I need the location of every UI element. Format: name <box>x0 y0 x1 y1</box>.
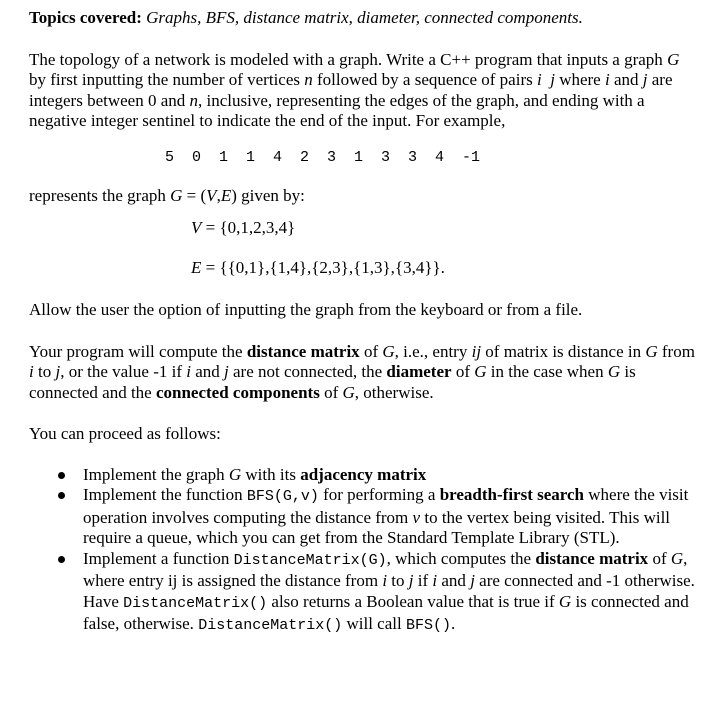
var-G: G <box>342 382 355 402</box>
text: , <box>216 185 221 205</box>
text: for performing a <box>318 485 440 504</box>
text: is connected and false, otherwise. <box>83 591 689 633</box>
var-j: j <box>550 70 555 89</box>
text: to the vertex being visited. This will require a queue, which you can get from the Standard Template Library (STL). <box>83 507 671 547</box>
allow-paragraph: Allow the user the option of inputting the graph from the keyboard or from a file. <box>29 300 583 319</box>
var-G: G <box>667 49 680 69</box>
bold-term: distance matrix <box>246 341 360 361</box>
topics-label: Topics covered: <box>29 8 142 27</box>
text: Your program will compute the <box>29 341 247 361</box>
text: and <box>609 70 643 89</box>
bold-term: matrix <box>599 548 649 568</box>
var-G: G <box>558 591 572 611</box>
bullet-icon <box>58 472 65 479</box>
var-j: j <box>408 571 414 590</box>
example-sequence: 5 0 1 1 4 2 3 1 3 3 4 -1 <box>165 148 481 166</box>
text: ) given by: <box>231 185 305 205</box>
bold-term: distance <box>535 548 595 568</box>
text: Implement a function <box>83 548 234 568</box>
proceed-line: You can proceed as follows: <box>29 424 221 443</box>
bold-term: diameter <box>386 362 452 381</box>
list-item <box>29 465 698 486</box>
text: of matrix is distance in <box>481 341 646 361</box>
var-G: G <box>474 362 487 381</box>
text: where <box>559 70 605 89</box>
text: to <box>33 362 56 381</box>
bullet-icon <box>58 556 65 563</box>
represents-line <box>29 186 698 207</box>
var-i: i <box>382 571 388 590</box>
var-i: i <box>186 362 191 381</box>
var-j: j <box>470 571 475 590</box>
var-i: i <box>29 362 34 381</box>
text: with its <box>241 464 301 484</box>
text: , otherwise. <box>354 382 434 402</box>
text: , or the value -1 if <box>60 362 187 381</box>
var-i: i <box>536 70 542 89</box>
code-span: BFS() <box>405 617 451 634</box>
text: , i.e., entry <box>394 341 472 361</box>
var-G: G <box>170 185 183 205</box>
text: to <box>387 571 409 590</box>
code-span: BFS(G,v) <box>246 488 319 505</box>
vertex-set: = {0,1,2,3,4} <box>201 218 296 237</box>
text: in the case when <box>486 362 608 381</box>
text: represents the graph <box>29 185 171 205</box>
var-V: V <box>206 185 217 205</box>
text: The topology of a network is modeled with a graph. Write a C++ program that inputs a graph <box>29 49 668 69</box>
text: and <box>190 362 225 381</box>
code-span: DistanceMatrix() <box>123 594 268 612</box>
var-j: j <box>642 70 648 89</box>
bullet-icon <box>58 492 65 499</box>
code-span: DistanceMatrix() <box>198 617 343 634</box>
text: also returns a Boolean value that is true if <box>267 591 559 611</box>
var-n: n <box>304 70 313 89</box>
var-G: G <box>607 362 621 381</box>
var-G: G <box>382 341 395 361</box>
edge-set-equation <box>191 258 698 279</box>
var-ij: ij <box>471 341 482 361</box>
text: . <box>450 614 456 633</box>
steps-list <box>29 465 698 637</box>
text: of <box>648 548 671 568</box>
topics-list: Graphs, BFS, distance matrix, diameter, connected components. <box>146 8 583 27</box>
list-item <box>29 485 698 549</box>
var-n: n <box>189 90 198 110</box>
list-item <box>29 549 698 637</box>
var-E: E <box>191 257 202 277</box>
text: by first inputting the number of vertices <box>29 70 305 89</box>
text: , where entry ij is assigned the distance from <box>83 548 688 590</box>
var-V: V <box>191 218 202 237</box>
bold-term: connected components <box>155 382 320 402</box>
edge-set: = {{0,1},{1,4},{2,3},{1,3},{3,4}}. <box>201 257 445 277</box>
var-i: i <box>604 70 610 89</box>
text: , inclusive, representing the edges of the graph, and ending with a negative integer sentinel to indicate the end of the input. For example, <box>29 90 645 130</box>
text: and <box>437 571 471 590</box>
bold-term: adjacency matrix <box>300 464 427 484</box>
var-E: E <box>220 185 232 205</box>
text: Implement the graph <box>83 464 229 484</box>
text: of <box>319 382 343 402</box>
text: where the visit operation involves computing the distance from <box>83 485 689 527</box>
text: if <box>413 571 433 590</box>
vertex-set-equation <box>191 218 698 239</box>
topics-line <box>29 8 698 29</box>
text: = ( <box>182 185 207 205</box>
bold-term: breadth-first search <box>439 485 585 504</box>
text: of <box>359 341 383 361</box>
text: followed by a sequence of pairs <box>312 70 537 89</box>
var-G: G <box>645 341 658 361</box>
text: are integers between 0 and <box>29 70 673 110</box>
text: will call <box>342 614 406 633</box>
text: are connected and -1 otherwise. Have <box>83 571 695 611</box>
var-G: G <box>670 548 684 568</box>
text: are not connected, the <box>228 362 387 381</box>
text: of <box>451 362 475 381</box>
text: Implement the function <box>83 485 247 504</box>
text: , which computes the <box>386 548 536 568</box>
intro-paragraph <box>29 50 698 132</box>
var-G: G <box>228 464 242 484</box>
var-j: j <box>55 362 61 381</box>
program-paragraph <box>29 342 698 404</box>
var-i: i <box>432 571 438 590</box>
var-v: v <box>412 507 421 527</box>
text: is connected and the <box>29 362 636 402</box>
code-span: DistanceMatrix(G) <box>233 551 387 569</box>
var-j: j <box>224 362 229 381</box>
text: from <box>657 341 695 361</box>
